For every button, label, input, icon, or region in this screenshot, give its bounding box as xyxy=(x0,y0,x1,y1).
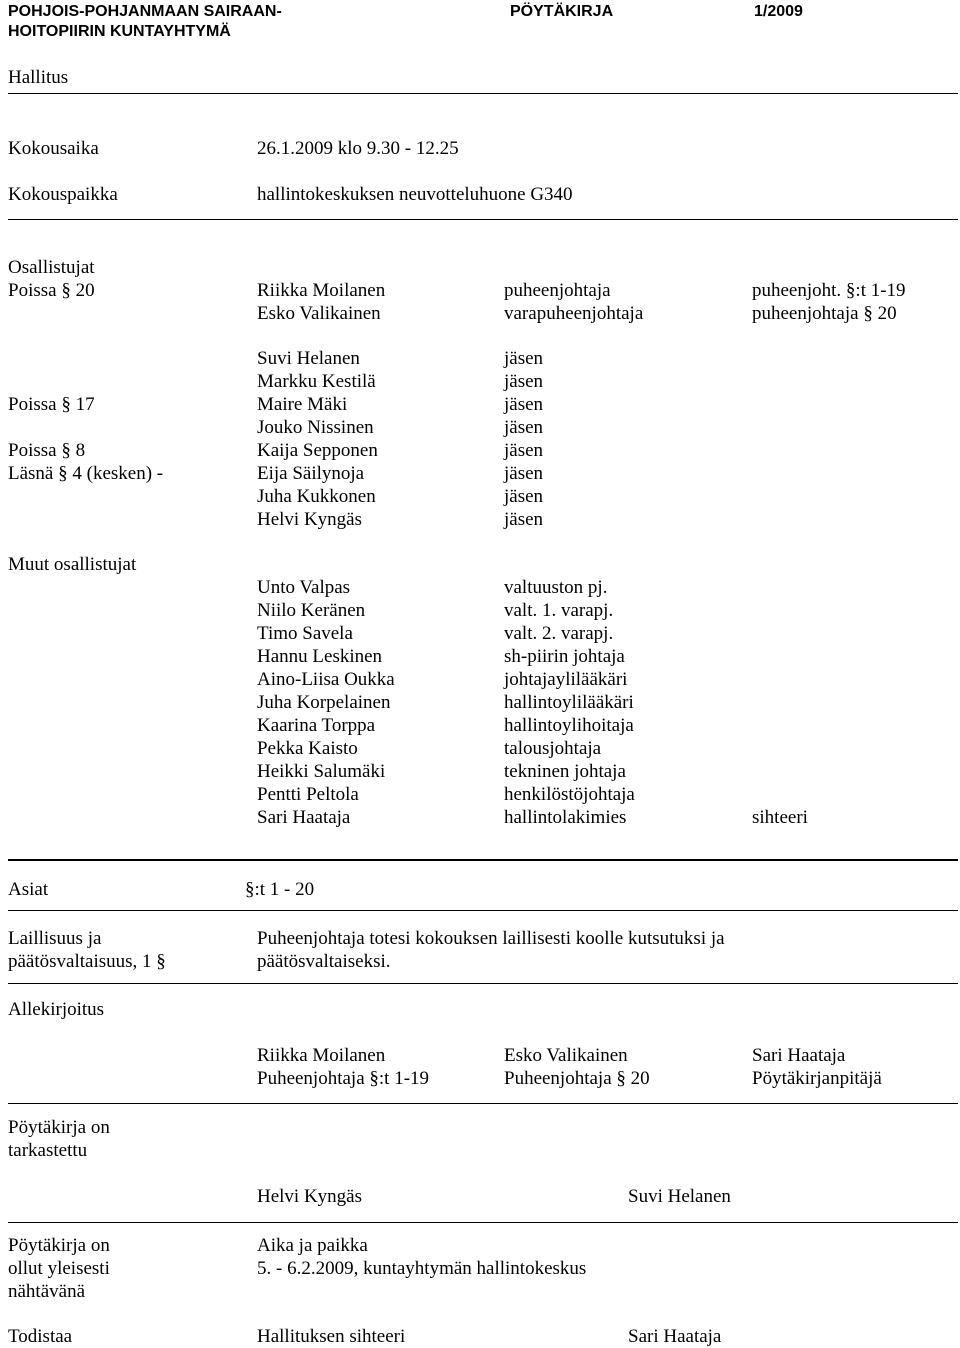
other-participant-role: hallintoylihoitaja xyxy=(504,715,634,736)
signer-name: Sari Haataja xyxy=(752,1045,846,1066)
other-participant-name: Hannu Leskinen xyxy=(257,646,383,667)
other-participant-role: valtuuston pj. xyxy=(504,577,608,598)
other-participant-role: hallintolakimies xyxy=(504,807,627,828)
display-label-line1: Pöytäkirja on xyxy=(8,1235,110,1256)
other-participant-name: Juha Korpelainen xyxy=(257,692,391,713)
signer-title: Pöytäkirjanpitäjä xyxy=(752,1068,882,1089)
other-participant-name: Unto Valpas xyxy=(257,577,351,598)
legality-label-line2: päätösvaltaisuus, 1 § xyxy=(8,951,166,972)
org-name-line2: HOITOPIIRIN KUNTAYHTYMÄ xyxy=(8,23,231,40)
document-number: 1/2009 xyxy=(754,3,803,20)
other-participant-name: Sari Haataja xyxy=(257,807,351,828)
review-label-line2: tarkastettu xyxy=(8,1140,88,1161)
matters-divider xyxy=(8,910,958,911)
member-note: Läsnä § 4 (kesken) - xyxy=(8,463,164,484)
meeting-time-value: 26.1.2009 klo 9.30 - 12.25 xyxy=(257,138,459,159)
chair-name: Riikka Moilanen xyxy=(257,280,386,301)
other-participant-role: johtajaylilääkäri xyxy=(504,669,628,690)
vice-chair-role: varapuheenjohtaja xyxy=(504,303,644,324)
reviewer-name: Suvi Helanen xyxy=(628,1186,731,1207)
member-name: Markku Kestilä xyxy=(257,371,376,392)
member-name: Maire Mäki xyxy=(257,394,348,415)
member-role: jäsen xyxy=(504,348,544,369)
other-participant-name: Timo Savela xyxy=(257,623,353,644)
member-name: Helvi Kyngäs xyxy=(257,509,363,530)
other-participant-role: valt. 1. varapj. xyxy=(504,600,614,621)
member-role: jäsen xyxy=(504,509,544,530)
review-divider xyxy=(8,1222,958,1223)
certify-name: Sari Haataja xyxy=(628,1326,722,1347)
member-role: jäsen xyxy=(504,486,544,507)
signer-title: Puheenjohtaja §:t 1-19 xyxy=(257,1068,430,1089)
legality-divider xyxy=(8,983,958,984)
member-role: jäsen xyxy=(504,394,544,415)
org-name-line1: POHJOIS-POHJANMAAN SAIRAAN- xyxy=(8,3,282,20)
other-participant-name: Heikki Salumäki xyxy=(257,761,386,782)
signatures-divider xyxy=(8,1103,958,1104)
participants-label: Osallistujat xyxy=(8,257,95,278)
other-participant-name: Kaarina Torppa xyxy=(257,715,376,736)
other-participant-role: valt. 2. varapj. xyxy=(504,623,614,644)
certify-role: Hallituksen sihteeri xyxy=(257,1326,406,1347)
member-role: jäsen xyxy=(504,463,544,484)
other-participant-extra: sihteeri xyxy=(752,807,808,828)
reviewer-name: Helvi Kyngäs xyxy=(257,1186,363,1207)
matters-value: §:t 1 - 20 xyxy=(245,879,315,900)
member-name: Jouko Nissinen xyxy=(257,417,374,438)
member-role: jäsen xyxy=(504,417,544,438)
other-participant-role: henkilöstöjohtaja xyxy=(504,784,635,805)
other-participant-role: tekninen johtaja xyxy=(504,761,626,782)
other-participant-name: Pentti Peltola xyxy=(257,784,359,805)
vice-chair-extra: puheenjohtaja § 20 xyxy=(752,303,897,324)
meeting-place-value: hallintokeskuksen neuvotteluhuone G340 xyxy=(257,184,573,205)
participants-divider xyxy=(8,859,958,861)
display-heading: Aika ja paikka xyxy=(257,1235,368,1256)
display-label-line3: nähtävänä xyxy=(8,1281,86,1302)
chair-note: Poissa § 20 xyxy=(8,280,95,301)
display-label-line2: ollut yleisesti xyxy=(8,1258,110,1279)
member-name: Juha Kukkonen xyxy=(257,486,376,507)
certify-label: Todistaa xyxy=(8,1326,73,1347)
header-divider xyxy=(8,93,958,94)
signer-name: Esko Valikainen xyxy=(504,1045,628,1066)
review-label-line1: Pöytäkirja on xyxy=(8,1117,110,1138)
other-participant-role: hallintoylilääkäri xyxy=(504,692,634,713)
meeting-divider xyxy=(8,219,958,220)
chair-role: puheenjohtaja xyxy=(504,280,611,301)
member-note: Poissa § 17 xyxy=(8,394,95,415)
other-participant-role: talousjohtaja xyxy=(504,738,602,759)
member-name: Suvi Helanen xyxy=(257,348,360,369)
member-role: jäsen xyxy=(504,371,544,392)
other-participant-role: sh-piirin johtaja xyxy=(504,646,625,667)
meeting-place-label: Kokouspaikka xyxy=(8,184,118,205)
legality-label-line1: Laillisuus ja xyxy=(8,928,102,949)
member-role: jäsen xyxy=(504,440,544,461)
legality-text-line1: Puheenjohtaja totesi kokouksen laillisesti koolle kutsutuksi ja xyxy=(257,928,725,949)
document-type: PÖYTÄKIRJA xyxy=(510,3,614,20)
other-participant-name: Niilo Keränen xyxy=(257,600,366,621)
member-note: Poissa § 8 xyxy=(8,440,86,461)
signer-name: Riikka Moilanen xyxy=(257,1045,386,1066)
meeting-time-label: Kokousaika xyxy=(8,138,99,159)
other-participant-name: Pekka Kaisto xyxy=(257,738,358,759)
member-name: Eija Säilynoja xyxy=(257,463,365,484)
vice-chair-name: Esko Valikainen xyxy=(257,303,381,324)
other-participants-label: Muut osallistujat xyxy=(8,554,137,575)
display-value: 5. - 6.2.2009, kuntayhtymän hallintokeskus xyxy=(257,1258,587,1279)
governing-body: Hallitus xyxy=(8,67,69,88)
other-participant-name: Aino-Liisa Oukka xyxy=(257,669,395,690)
signatures-label: Allekirjoitus xyxy=(8,999,105,1020)
chair-extra: puheenjoht. §:t 1-19 xyxy=(752,280,906,301)
legality-text-line2: päätösvaltaiseksi. xyxy=(257,951,391,972)
member-name: Kaija Sepponen xyxy=(257,440,378,461)
matters-label: Asiat xyxy=(8,879,49,900)
signer-title: Puheenjohtaja § 20 xyxy=(504,1068,650,1089)
